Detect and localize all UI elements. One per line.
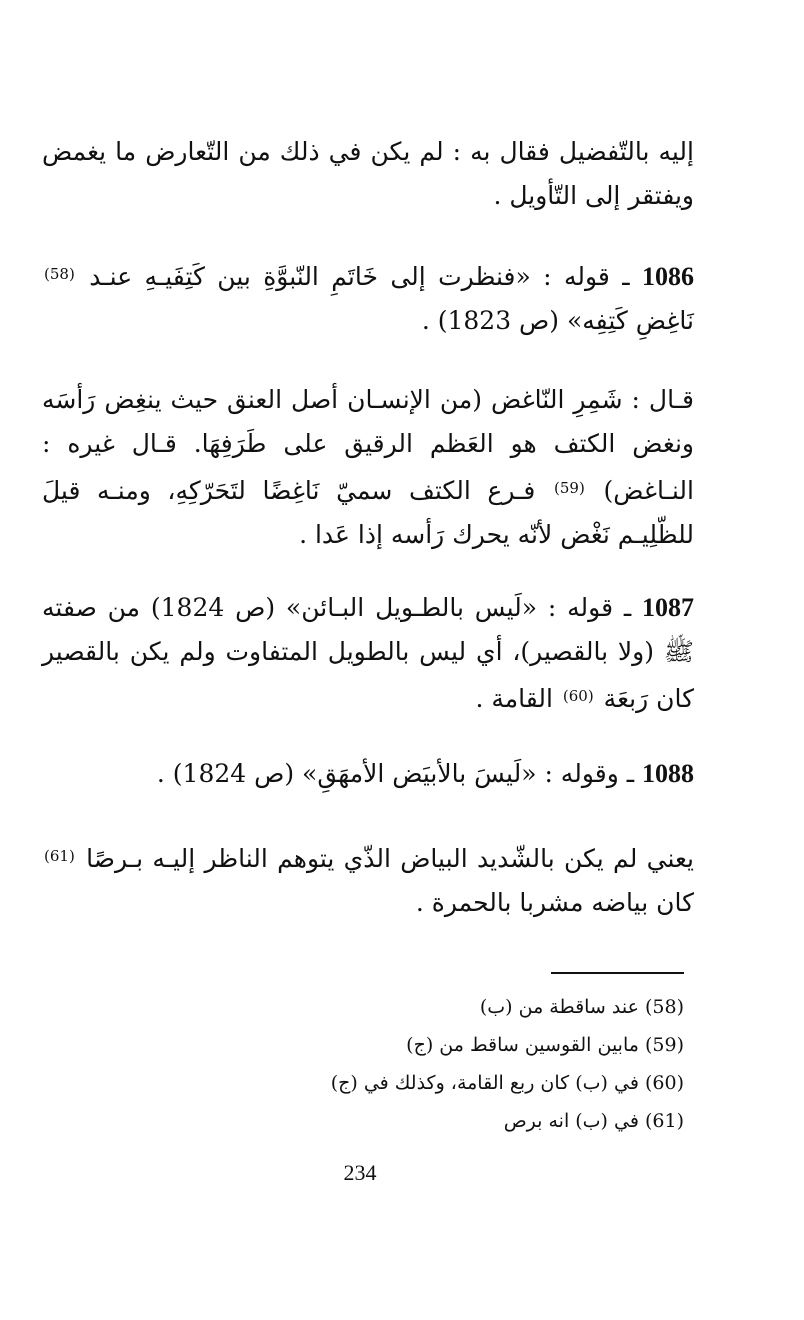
page-number: 234 [343, 1160, 377, 1185]
footnote-61: (61) في (ب) انه برص [503, 1110, 684, 1132]
entry-1087 [42, 586, 694, 721]
footnote-ref-59: (59) [554, 479, 585, 497]
paragraph-text: يعني لم يكن بالشّديد البياض الذّي يتوهم الناظر إليـه بـرصًا [86, 844, 695, 873]
entry-text: ـ قوله : «لَيس بالطـويل البـائن» (ص 1824) من صفته ﷺ (ولا بالقصير)، أي ليس بالطويل المتفاوت ولم يكن بالقصير كان رَبعَة [42, 593, 694, 713]
footnote-59: (59) مابين القوسين ساقط من (ج) [406, 1034, 684, 1056]
footnote-ref-58: (58) [44, 265, 75, 283]
entry-text: ـ قوله : «فنظرت إلى خَاتَمِ النّبوَّةِ بين كَتِفَيـهِ عنـد [89, 262, 630, 291]
footnote-separator [551, 972, 684, 974]
paragraph-naghid [42, 378, 694, 557]
paragraph-text: إليه بالتّفضيل فقال به : لم يكن في ذلك من التّعارض ما يغمض ويفتقر إلى التّأويل . [42, 137, 694, 210]
paragraph-whiteness [42, 834, 694, 925]
footnote-58: (58) عند ساقطة من (ب) [479, 996, 684, 1018]
entry-1086 [42, 252, 694, 343]
paragraph-text: قـال : شَمِرِ النّاغض (من الإنسـان أصل العنق حيث ينغِض رَأسَه ونغض الكتف هو العَظم الرقيق على طَرَفِهَا. قـال غيره : النـاغض) [42, 385, 694, 505]
entry-text-continued: نَاغِضِ كَتِفِه» (ص 1823) . [421, 306, 694, 335]
entry-1088 [42, 752, 694, 796]
entry-number: 1088 [642, 759, 694, 788]
paragraph-intro [42, 130, 694, 218]
paragraph-text-continued: كان بياضه مشربا بالحمرة . [415, 888, 694, 917]
footnote-ref-61: (61) [44, 847, 75, 865]
entry-text-continued: القامة . [475, 684, 553, 713]
entry-text: ـ وقوله : «لَيسَ بالأبيَض الأمهَقِ» (ص 1824) . [156, 759, 635, 788]
footnote-ref-60: (60) [562, 687, 594, 705]
entry-number: 1087 [642, 593, 694, 622]
footnote-60: (60) في (ب) كان ربع القامة، وكذلك في (ج) [330, 1072, 684, 1094]
entry-number: 1086 [642, 262, 694, 291]
footnotes [200, 988, 684, 1140]
paragraph-text-continued: فـرع الكتف سميّ نَاغِضًا لتَحَرّكِهِ، ومنـه قيلَ للظّلِيـم نَغْض لأنّه يحرك رَأسه إذا عَدا . [42, 476, 694, 549]
